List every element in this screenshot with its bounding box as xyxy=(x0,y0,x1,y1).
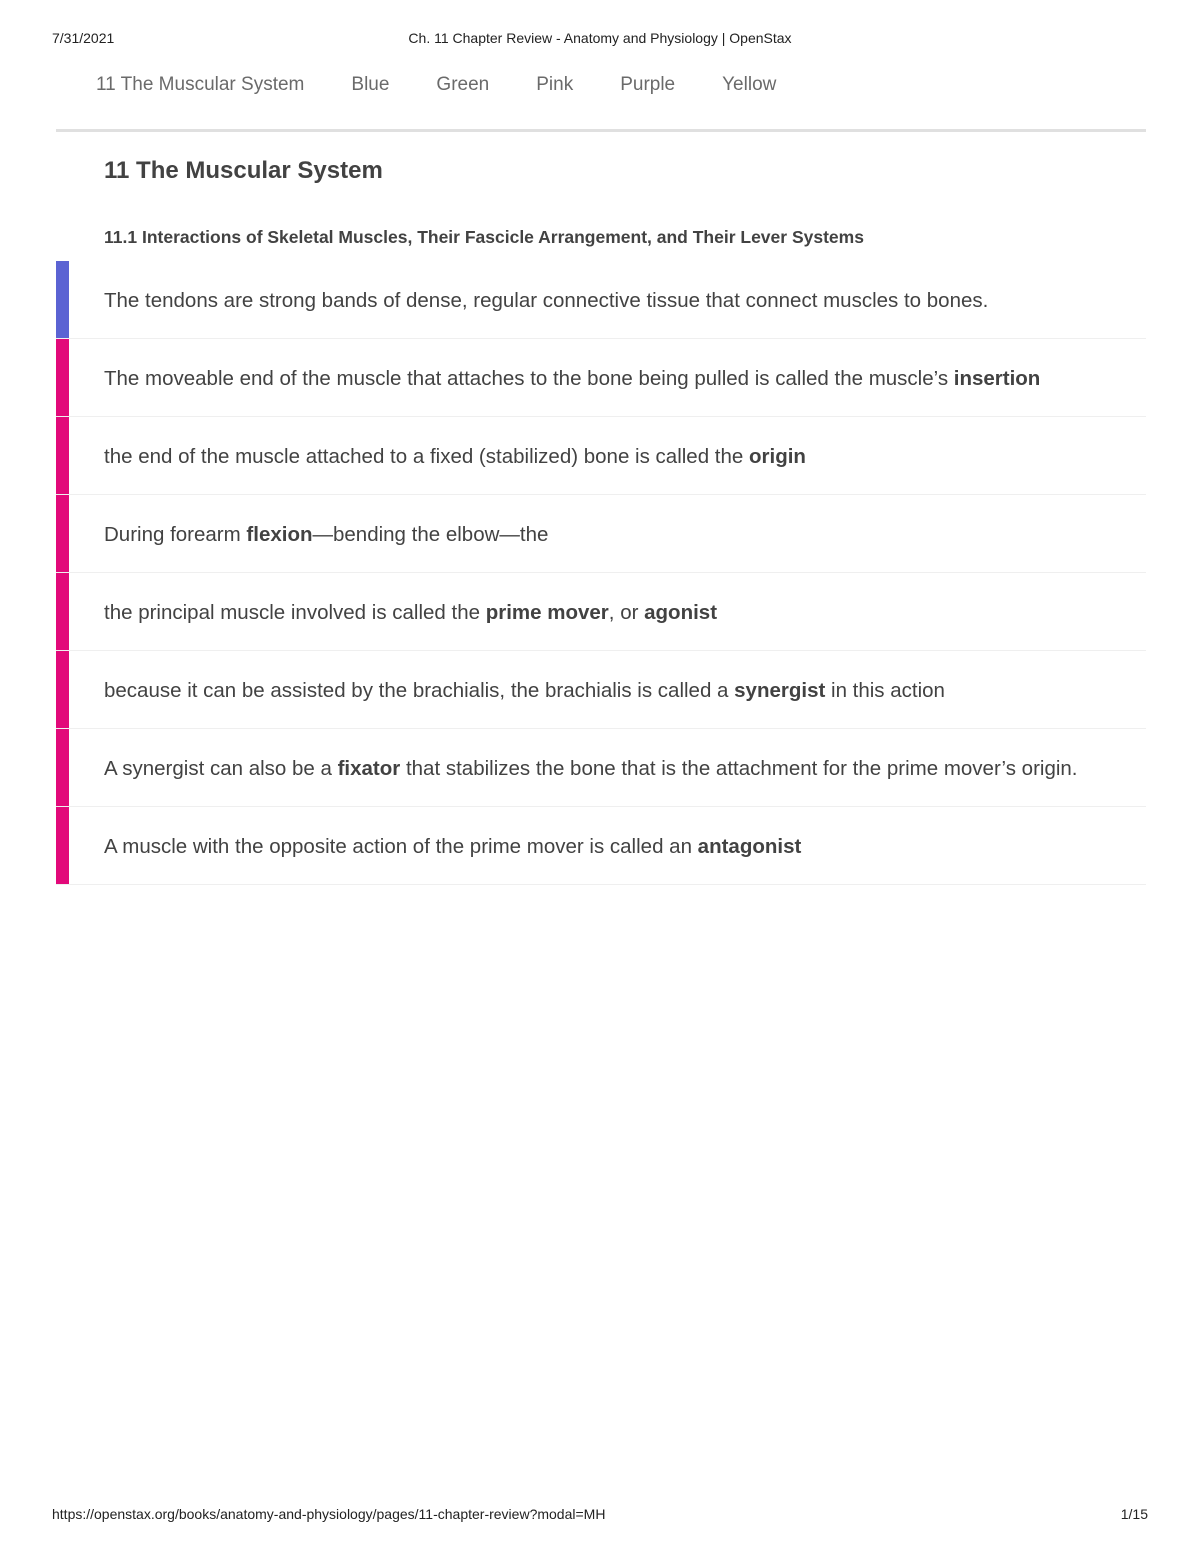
tab-purple[interactable]: Purple xyxy=(620,74,676,95)
print-header xyxy=(52,30,1148,50)
highlight-color-bar xyxy=(56,339,69,416)
key-term: origin xyxy=(749,445,806,468)
highlight-text xyxy=(56,807,1146,884)
highlight-text xyxy=(56,651,1146,728)
highlight-text-run: A synergist can also be a xyxy=(104,757,338,780)
highlight-text-run: A muscle with the opposite action of the prime mover is called an xyxy=(104,835,698,858)
highlight-text xyxy=(56,417,1146,494)
highlight-item[interactable] xyxy=(56,651,1146,729)
highlight-color-bar xyxy=(56,807,69,884)
tab-yellow[interactable]: Yellow xyxy=(722,74,777,95)
key-term: antagonist xyxy=(697,835,802,858)
highlight-item[interactable] xyxy=(56,495,1146,573)
highlight-color-bar xyxy=(56,261,69,338)
tab-pink[interactable]: Pink xyxy=(536,74,574,95)
highlight-item[interactable] xyxy=(56,417,1146,495)
print-page-title: Ch. 11 Chapter Review - Anatomy and Physiology | OpenStax xyxy=(408,30,792,46)
key-term: flexion xyxy=(246,523,313,546)
key-term: prime mover xyxy=(485,601,609,624)
print-page-number: 1/15 xyxy=(1120,1506,1148,1522)
key-term: insertion xyxy=(953,367,1041,390)
highlight-color-bar xyxy=(56,417,69,494)
key-term: agonist xyxy=(644,601,718,624)
highlight-color-bar xyxy=(56,573,69,650)
tab-blue[interactable]: Blue xyxy=(351,74,390,95)
tab-green[interactable]: Green xyxy=(436,74,490,95)
highlight-text-run: —bending the elbow—the xyxy=(312,523,549,546)
highlight-color-bar xyxy=(56,651,69,728)
highlight-text xyxy=(56,573,1146,650)
highlight-text xyxy=(56,261,1146,338)
highlight-text-run: in this action xyxy=(825,679,945,702)
highlight-text-run: , or xyxy=(608,601,645,624)
highlight-item[interactable] xyxy=(56,729,1146,807)
highlight-text xyxy=(56,729,1146,806)
highlight-color-bar xyxy=(56,495,69,572)
print-url: https://openstax.org/books/anatomy-and-physiology/pages/11-chapter-review?modal=MH xyxy=(52,1506,606,1522)
print-footer xyxy=(52,1506,1148,1526)
highlight-text-run: the end of the muscle attached to a fixed (stabilized) bone is called the xyxy=(104,445,749,468)
highlight-filter-tabs xyxy=(96,74,823,104)
highlight-text-run: the principal muscle involved is called the xyxy=(104,601,486,624)
chapter-title: 11 The Muscular System xyxy=(104,157,383,184)
highlight-item[interactable] xyxy=(56,339,1146,417)
highlight-item[interactable] xyxy=(56,807,1146,885)
highlight-text-run: that stabilizes the bone that is the attachment for the prime mover’s origin. xyxy=(400,757,1078,780)
highlights-list xyxy=(56,261,1146,885)
highlight-color-bar xyxy=(56,729,69,806)
highlight-text xyxy=(56,495,1146,572)
highlight-text-run: During forearm xyxy=(104,523,247,546)
highlight-text-run: The tendons are strong bands of dense, regular connective tissue that connect muscles to bones. xyxy=(104,289,989,312)
key-term: fixator xyxy=(337,757,401,780)
highlight-text-run: because it can be assisted by the brachialis, the brachialis is called a xyxy=(104,679,735,702)
section-title: 11.1 Interactions of Skeletal Muscles, Their Fascicle Arrangement, and Their Lever Systems xyxy=(104,227,864,247)
highlight-text-run: The moveable end of the muscle that attaches to the bone being pulled is called the muscle’s xyxy=(104,367,954,390)
highlight-item[interactable] xyxy=(56,261,1146,339)
tab-chapter[interactable]: 11 The Muscular System xyxy=(96,74,305,95)
highlight-text xyxy=(56,339,1146,416)
key-term: synergist xyxy=(734,679,826,702)
highlight-item[interactable] xyxy=(56,573,1146,651)
print-date: 7/31/2021 xyxy=(52,30,115,46)
tabs-divider xyxy=(56,129,1146,132)
